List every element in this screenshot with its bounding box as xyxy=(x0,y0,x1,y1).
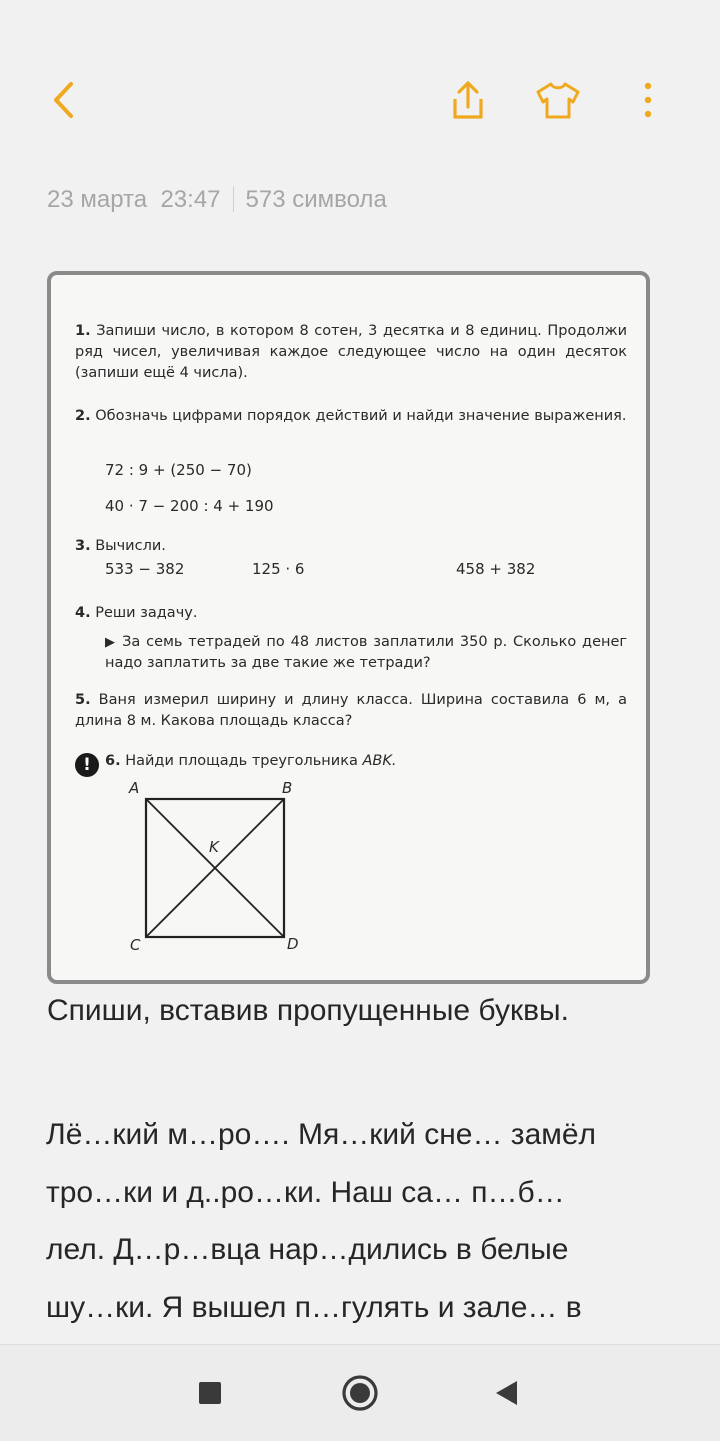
play-triangle-icon: ▶ xyxy=(105,635,117,650)
share-icon xyxy=(448,79,488,121)
task-3 xyxy=(75,536,627,557)
task-4-text: Реши задачу. xyxy=(95,605,198,621)
body-line: шу…ки. Я вышел п…гулять и зале… в xyxy=(46,1290,582,1324)
note-meta xyxy=(47,186,387,214)
note-time: 23:47 xyxy=(160,186,221,213)
task-6-text: Найди площадь треугольника xyxy=(125,753,358,769)
task-3-expression-3: 458 + 382 xyxy=(456,560,536,578)
point-b-label: B xyxy=(282,779,293,797)
task-4-problem xyxy=(105,632,627,674)
point-d-label: D xyxy=(287,935,299,953)
task-5-number: 5. xyxy=(75,692,91,708)
task-2-expression-2: 40 · 7 − 200 : 4 + 190 xyxy=(105,497,274,515)
share-button[interactable] xyxy=(444,74,492,126)
worksheet-image[interactable] xyxy=(47,271,650,984)
more-button[interactable] xyxy=(630,74,666,126)
task-2-number: 2. xyxy=(75,408,91,424)
recents-button[interactable] xyxy=(190,1371,230,1415)
note-caption[interactable]: Спиши, вставив пропущенные буквы. xyxy=(47,994,569,1027)
task-3-text: Вычисли. xyxy=(95,538,166,554)
more-vertical-icon xyxy=(643,80,653,120)
task-2-text: Обозначь цифрами порядок действий и найди значение выражения. xyxy=(95,408,627,424)
task-5 xyxy=(75,690,627,732)
body-line: тро…ки и д..ро…ки. Наш са… п…б… xyxy=(46,1175,565,1209)
warning-icon: ! xyxy=(75,753,99,777)
task-4 xyxy=(75,603,627,624)
task-3-expression-2: 125 · 6 xyxy=(252,560,305,578)
system-nav-bar xyxy=(0,1344,720,1441)
task-1 xyxy=(75,321,627,384)
theme-button[interactable] xyxy=(533,74,583,126)
task-6-number: 6. xyxy=(105,753,121,769)
square-diagram xyxy=(127,780,327,950)
body-line: Лё…кий м…ро…. Мя…кий сне… замёл xyxy=(46,1118,597,1151)
task-1-number: 1. xyxy=(75,323,91,339)
triangle-back-icon xyxy=(493,1379,519,1407)
task-2-expression-1: 72 : 9 + (250 − 70) xyxy=(105,461,252,479)
task-3-number: 3. xyxy=(75,538,91,554)
point-a-label: A xyxy=(129,779,140,797)
task-6-triangle-name: ABK. xyxy=(362,753,397,769)
note-date: 23 марта xyxy=(47,186,148,213)
back-button[interactable] xyxy=(40,74,88,126)
char-count: 573 символа xyxy=(245,186,387,213)
meta-divider xyxy=(233,186,234,212)
top-toolbar xyxy=(0,0,720,200)
task-1-text: Запиши число, в котором 8 сотен, 3 десятка и 8 единиц. Продолжи ряд чисел, увеличивая каждое следующее число на один десяток (запиши ещё 4 числа). xyxy=(75,323,627,381)
note-body[interactable] xyxy=(46,1106,676,1336)
home-button[interactable] xyxy=(336,1369,384,1417)
task-6 xyxy=(105,751,627,772)
tshirt-icon xyxy=(534,80,582,120)
task-4-number: 4. xyxy=(75,605,91,621)
nav-back-button[interactable] xyxy=(486,1371,526,1415)
circle-home-icon xyxy=(341,1374,379,1412)
body-line: лел. Д…р…вца нар…дились в белые xyxy=(46,1233,569,1266)
square-icon xyxy=(198,1381,222,1405)
task-4-problem-text: За семь тетрадей по 48 листов заплатили 350 р. Сколько денег надо заплатить за две такие же тетради? xyxy=(105,634,628,671)
task-2 xyxy=(75,406,627,427)
point-k-label: K xyxy=(209,838,219,856)
point-c-label: C xyxy=(130,936,141,954)
chevron-left-icon xyxy=(49,80,79,120)
task-3-expression-1: 533 − 382 xyxy=(105,560,185,578)
task-5-text: Ваня измерил ширину и длину класса. Ширина составила 6 м, а длина 8 м. Какова площадь класса? xyxy=(75,692,627,729)
